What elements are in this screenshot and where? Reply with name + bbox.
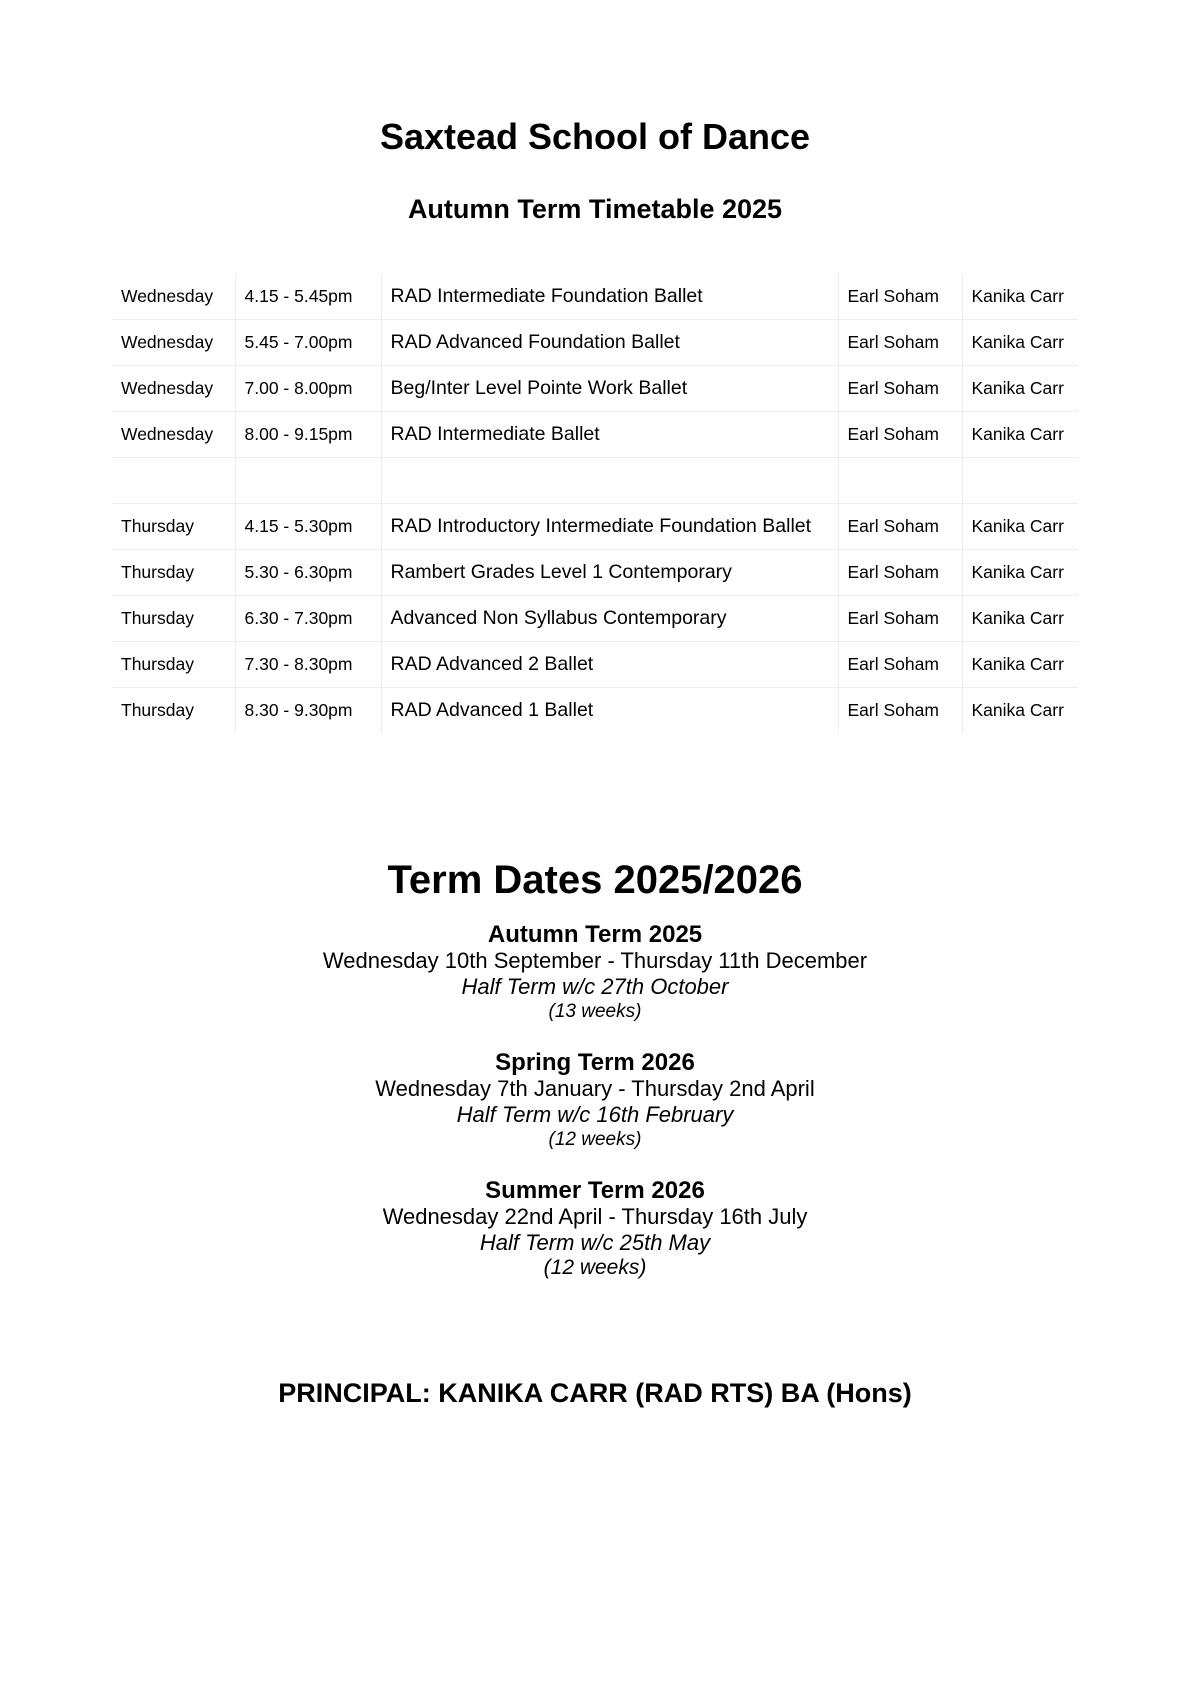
cell-teacher: Kanika Carr [962,642,1078,688]
cell-class [381,458,838,504]
cell-time: 5.30 - 6.30pm [235,550,381,596]
term-weeks: (12 weeks) [543,1256,647,1279]
cell-class: RAD Advanced Foundation Ballet [381,320,838,366]
term-name: Autumn Term 2025 [487,921,703,948]
table-row-blank [112,458,1078,504]
cell-venue: Earl Soham [838,320,962,366]
table-row [112,412,1078,458]
term-name: Summer Term 2026 [485,1177,705,1204]
cell-venue: Earl Soham [838,366,962,412]
cell-venue: Earl Soham [838,688,962,734]
timetable-subtitle: Autumn Term Timetable 2025 [407,194,783,224]
principal-line: PRINCIPAL: KANIKA CARR (RAD RTS) BA (Hons) [278,1378,912,1408]
cell-time: 5.45 - 7.00pm [235,320,381,366]
cell-teacher [962,458,1078,504]
term-name: Spring Term 2026 [495,1049,695,1076]
cell-day: Thursday [112,550,235,596]
cell-day: Thursday [112,596,235,642]
cell-teacher: Kanika Carr [962,274,1078,320]
cell-class: Beg/Inter Level Pointe Work Ballet [381,366,838,412]
cell-teacher: Kanika Carr [962,596,1078,642]
cell-day: Thursday [112,688,235,734]
cell-venue: Earl Soham [838,504,962,550]
table-row [112,320,1078,366]
cell-time: 7.30 - 8.30pm [235,642,381,688]
term-half-term: Half Term w/c 25th May [479,1230,711,1255]
cell-class: Rambert Grades Level 1 Contemporary [381,550,838,596]
cell-venue: Earl Soham [838,642,962,688]
cell-time: 6.30 - 7.30pm [235,596,381,642]
term-half-term: Half Term w/c 27th October [461,974,729,999]
cell-teacher: Kanika Carr [962,504,1078,550]
term-range: Wednesday 7th January - Thursday 2nd April [375,1076,815,1101]
table-row [112,274,1078,320]
table-row [112,596,1078,642]
cell-day [112,458,235,504]
cell-venue: Earl Soham [838,412,962,458]
cell-day: Thursday [112,504,235,550]
cell-time [235,458,381,504]
term-range: Wednesday 10th September - Thursday 11th December [322,948,868,973]
cell-venue: Earl Soham [838,596,962,642]
cell-time: 7.00 - 8.00pm [235,366,381,412]
cell-teacher: Kanika Carr [962,366,1078,412]
cell-day: Wednesday [112,366,235,412]
cell-time: 8.00 - 9.15pm [235,412,381,458]
term-block-summer [0,1178,1190,1280]
cell-class: RAD Intermediate Ballet [381,412,838,458]
cell-day: Wednesday [112,274,235,320]
table-row [112,366,1078,412]
school-title: Saxtead School of Dance [379,116,811,157]
term-half-term: Half Term w/c 16th February [456,1102,734,1127]
table-row [112,688,1078,734]
cell-venue: Earl Soham [838,550,962,596]
term-block-autumn [0,922,1190,1024]
table-row [112,550,1078,596]
cell-class: RAD Introductory Intermediate Foundation Ballet [381,504,838,550]
cell-class: RAD Intermediate Foundation Ballet [381,274,838,320]
cell-venue: Earl Soham [838,274,962,320]
cell-time: 4.15 - 5.30pm [235,504,381,550]
cell-class: Advanced Non Syllabus Contemporary [381,596,838,642]
cell-teacher: Kanika Carr [962,320,1078,366]
term-block-spring [0,1050,1190,1152]
table-row [112,642,1078,688]
table-row [112,504,1078,550]
cell-class: RAD Advanced 1 Ballet [381,688,838,734]
cell-time: 4.15 - 5.45pm [235,274,381,320]
timetable [112,274,1078,733]
cell-teacher: Kanika Carr [962,412,1078,458]
cell-class: RAD Advanced 2 Ballet [381,642,838,688]
cell-time: 8.30 - 9.30pm [235,688,381,734]
cell-teacher: Kanika Carr [962,550,1078,596]
term-weeks: (12 weeks) [548,1129,642,1150]
term-dates-title: Term Dates 2025/2026 [387,858,803,902]
cell-day: Thursday [112,642,235,688]
cell-day: Wednesday [112,320,235,366]
term-range: Wednesday 22nd April - Thursday 16th July [382,1204,808,1229]
cell-day: Wednesday [112,412,235,458]
cell-venue [838,458,962,504]
cell-teacher: Kanika Carr [971,700,1064,720]
term-weeks: (13 weeks) [548,1001,642,1022]
